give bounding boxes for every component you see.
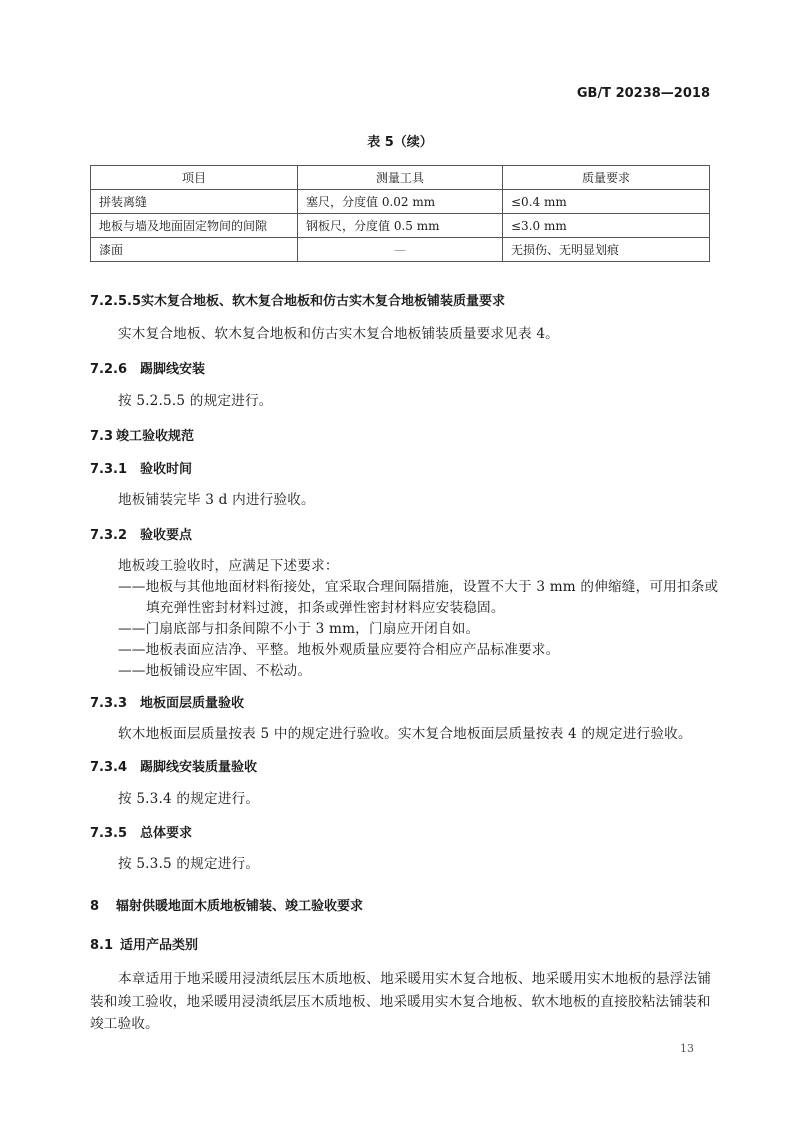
table-title: 表 5（续） — [367, 135, 433, 150]
standard-number: GB/T 20238—2018 — [576, 86, 710, 101]
paragraph: 软木地板面层质量按表 5 中的规定进行验收。实木复合地板面层质量按表 4 的规定进行验收。 — [118, 726, 692, 742]
paragraph: 按 5.2.5.5 的规定进行。 — [118, 393, 273, 409]
section-title: 踢脚线安装质量验收 — [140, 760, 258, 775]
table-row — [91, 190, 710, 214]
section-title: 辐射供暖地面木质地板铺装、竣工验收要求 — [116, 899, 364, 914]
section-heading-8 — [90, 895, 363, 914]
section-number: 7.3.2 — [90, 528, 128, 543]
section-title: 竣工验收规范 — [116, 429, 195, 444]
page-number: 13 — [680, 1042, 694, 1055]
list-item: ——地板与其他地面材料衔接处，宜采取合理间隔措施，设置不大于 3 mm 的伸缩缝，可用扣条或 — [118, 579, 719, 595]
section-number: 7.3.3 — [90, 696, 128, 711]
section-number: 7.3.5 — [90, 826, 128, 841]
table-row — [91, 214, 710, 238]
section-title: 踢脚线安装 — [140, 362, 206, 377]
table-header-row — [91, 166, 710, 190]
section-heading-7-3-3 — [90, 692, 244, 711]
paragraph-line: 竣工验收。 — [90, 1016, 159, 1032]
section-heading-7-2-5-5 — [90, 290, 505, 309]
section-title: 实木复合地板、软木复合地板和仿古实木复合地板铺装质量要求 — [141, 294, 506, 309]
section-heading-7-3-4 — [90, 756, 257, 775]
list-item: ——门扇底部与扣条间隙不小于 3 mm，门扇应开闭自如。 — [118, 621, 480, 637]
section-heading-7-3-5 — [90, 822, 192, 841]
paragraph: 地板竣工验收时，应满足下述要求： — [118, 558, 339, 574]
section-number: 7.2.5.5 — [90, 294, 141, 309]
section-heading-7-3 — [90, 425, 194, 444]
section-heading-7-3-2 — [90, 524, 192, 543]
table-cell: 漆面 — [91, 238, 298, 262]
section-heading-8-1 — [90, 934, 198, 953]
section-heading-7-2-6 — [90, 358, 205, 377]
list-item-continuation: 填充弹性密封材料过渡，扣条或弹性密封材料应安装稳固。 — [146, 600, 505, 616]
table-row — [91, 238, 710, 262]
column-header: 测量工具 — [298, 166, 503, 190]
table-cell: 塞尺，分度值 0.02 mm — [298, 190, 503, 214]
quality-table — [90, 165, 710, 262]
section-number: 7.2.6 — [90, 362, 128, 377]
paragraph: 按 5.3.5 的规定进行。 — [118, 856, 260, 872]
section-number: 7.3 — [90, 429, 114, 444]
table-cell: — — [298, 238, 503, 262]
table-cell: 钢板尺，分度值 0.5 mm — [298, 214, 503, 238]
table-cell: ≤0.4 mm — [503, 190, 710, 214]
column-header: 项目 — [91, 166, 298, 190]
table-cell: 地板与墙及地面固定物间的间隙 — [91, 214, 298, 238]
section-number: 8.1 — [90, 938, 114, 953]
paragraph: 实木复合地板、软木复合地板和仿古实木复合地板铺装质量要求见表 4。 — [118, 326, 559, 342]
table-cell: ≤3.0 mm — [503, 214, 710, 238]
section-number: 7.3.1 — [90, 462, 128, 477]
column-header: 质量要求 — [503, 166, 710, 190]
section-number: 7.3.4 — [90, 760, 128, 775]
table-cell: 无损伤、无明显划痕 — [503, 238, 710, 262]
paragraph: 地板铺装完毕 3 d 内进行验收。 — [118, 492, 315, 508]
list-item: ——地板铺设应牢固、不松动。 — [118, 663, 312, 679]
paragraph: 按 5.3.4 的规定进行。 — [118, 791, 260, 807]
table-cell: 拼装离缝 — [91, 190, 298, 214]
paragraph-line: 本章适用于地采暖用浸渍纸层压木质地板、地采暖用实木复合地板、地采暖用实木地板的悬浮法铺 — [118, 971, 712, 987]
section-title: 验收要点 — [140, 528, 193, 543]
section-title: 总体要求 — [140, 826, 193, 841]
list-item: ——地板表面应洁净、平整。地板外观质量应要符合相应产品标准要求。 — [118, 642, 560, 658]
section-title: 地板面层质量验收 — [140, 696, 245, 711]
section-title: 适用产品类别 — [120, 938, 199, 953]
section-title: 验收时间 — [140, 462, 193, 477]
section-heading-7-3-1 — [90, 458, 192, 477]
section-number: 8 — [90, 899, 100, 914]
paragraph-line: 装和竣工验收，地采暖用浸渍纸层压木质地板、地采暖用实木复合地板、软木地板的直接胶粘法铺装和 — [90, 994, 711, 1010]
